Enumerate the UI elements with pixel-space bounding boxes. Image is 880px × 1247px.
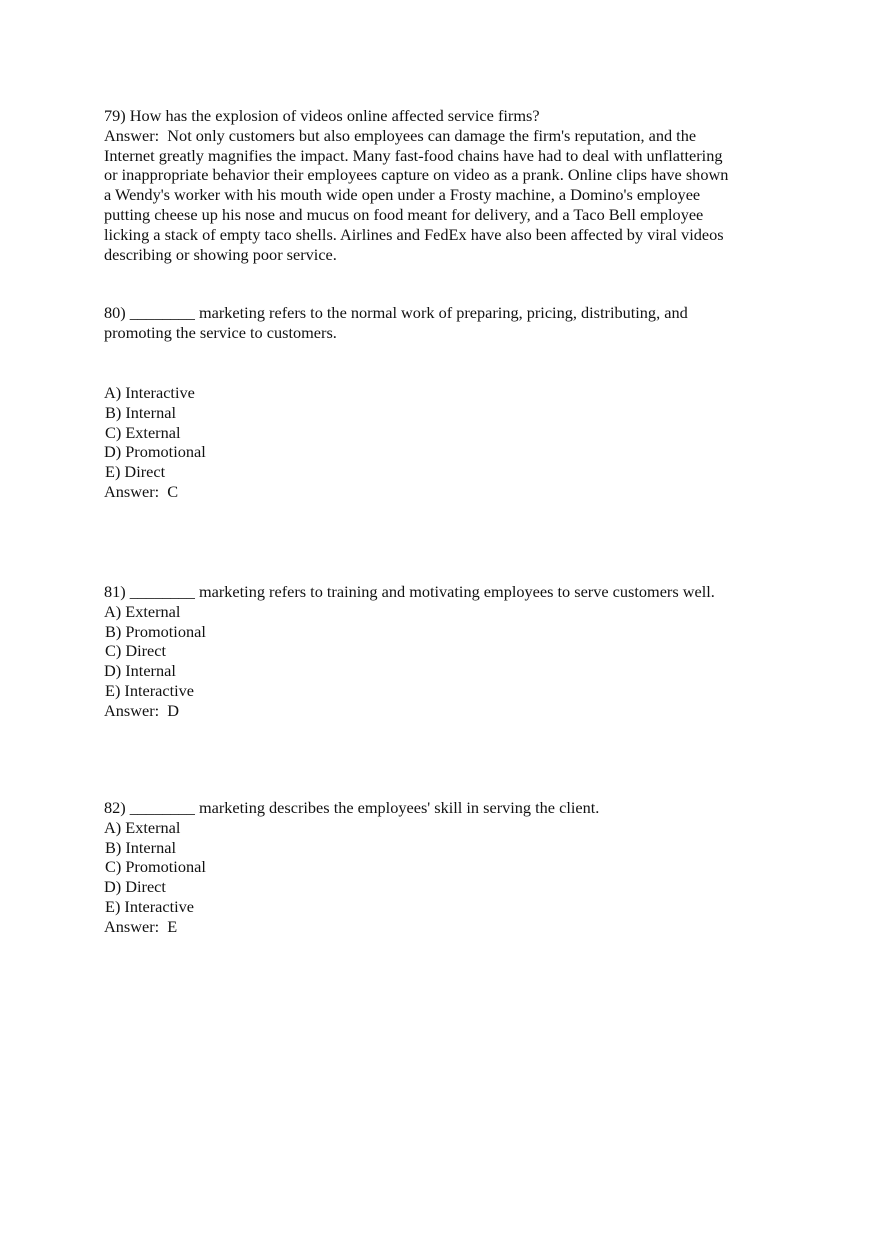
question-79-answer-line: describing or showing poor service. bbox=[104, 244, 337, 264]
question-80-option-a: A) Interactive bbox=[104, 383, 195, 402]
question-82-option-a: A) External bbox=[104, 817, 181, 837]
question-79 bbox=[104, 106, 728, 264]
question-81-option-e: E) Interactive bbox=[105, 680, 195, 700]
question-80-option-d: D) Promotional bbox=[104, 442, 206, 462]
question-81-option-a: A) External bbox=[104, 601, 181, 621]
question-81-answer: Answer: D bbox=[104, 700, 180, 720]
question-82 bbox=[104, 798, 599, 937]
question-81 bbox=[104, 582, 715, 721]
question-79-answer-line: Internet greatly magnifies the impact. Many fast-food chains have had to deal with unflattering bbox=[104, 145, 723, 165]
question-80-stem-line: 80) ________ marketing refers to the normal work of preparing, pricing, distributing, and bbox=[104, 303, 688, 322]
question-82-option-e: E) Interactive bbox=[105, 896, 195, 916]
question-79-answer-line: a Wendy's worker with his mouth wide open under a Frosty machine, a Domino's employee bbox=[104, 185, 701, 205]
question-80-options bbox=[104, 383, 206, 502]
question-79-answer-line: Answer: Not only customers but also employees can damage the firm's reputation, and the bbox=[104, 125, 697, 145]
question-81-stem: 81) ________ marketing refers to training and motivating employees to serve customers well. bbox=[104, 582, 715, 601]
question-80-option-e: E) Direct bbox=[105, 462, 166, 482]
question-82-option-c: C) Promotional bbox=[105, 857, 206, 877]
question-81-option-b: B) Promotional bbox=[105, 621, 206, 641]
question-79-stem: 79) How has the explosion of videos online affected service firms? bbox=[104, 106, 540, 125]
question-80-option-c: C) External bbox=[105, 422, 181, 442]
question-79-answer-line: or inappropriate behavior their employees capture on video as a prank. Online clips have shown bbox=[104, 165, 729, 185]
question-82-stem: 82) ________ marketing describes the employees' skill in serving the client. bbox=[104, 798, 600, 817]
question-80-answer: Answer: C bbox=[104, 481, 179, 501]
question-82-option-d: D) Direct bbox=[104, 877, 166, 897]
question-82-option-b: B) Internal bbox=[105, 837, 176, 857]
question-80-option-b: B) Internal bbox=[105, 402, 176, 422]
question-79-answer-line: putting cheese up his nose and mucus on food meant for delivery, and a Taco Bell employee bbox=[104, 204, 704, 224]
question-81-option-d: D) Internal bbox=[104, 661, 176, 681]
question-81-option-c: C) Direct bbox=[105, 641, 167, 661]
question-80-stem bbox=[104, 303, 688, 343]
question-82-answer: Answer: E bbox=[104, 916, 178, 936]
question-80-stem-line: promoting the service to customers. bbox=[104, 322, 337, 342]
question-79-answer-line: licking a stack of empty taco shells. Airlines and FedEx have also been affected by viral videos bbox=[104, 224, 724, 244]
